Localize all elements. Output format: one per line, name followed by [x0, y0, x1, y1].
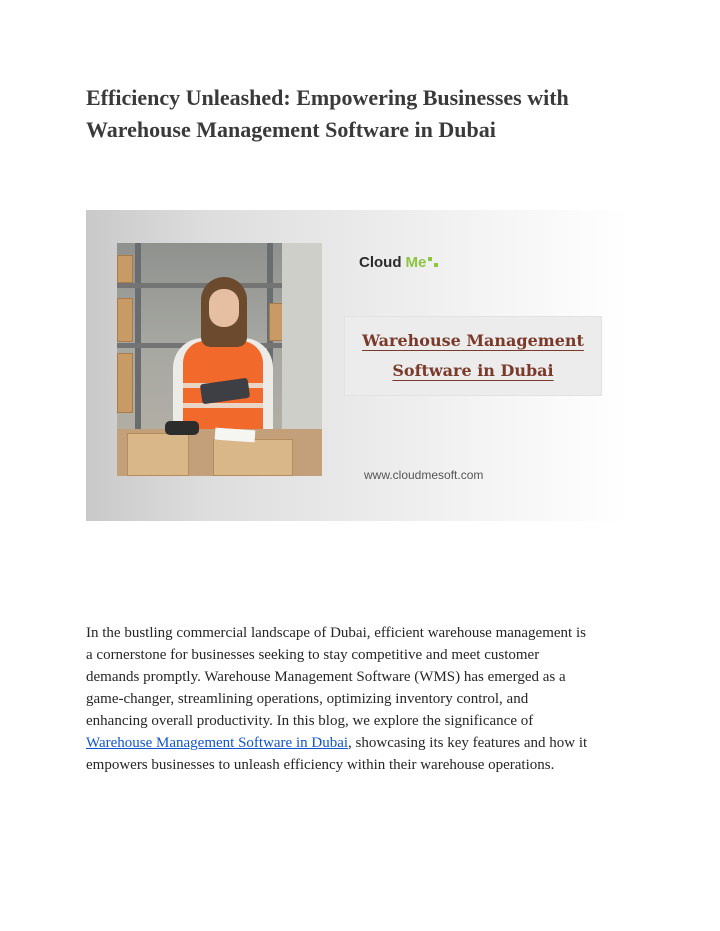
article-title [86, 82, 646, 146]
warehouse-worker-photo [117, 243, 322, 476]
title-line-1: Efficiency Unleashed: Empowering Businesses with [86, 85, 569, 110]
barcode-scanner-icon [165, 421, 199, 435]
paragraph-line: In the bustling commercial landscape of Dubai, efficient warehouse management is [86, 625, 586, 641]
banner-headline-line-2: Software in Dubai [392, 361, 554, 380]
box [117, 353, 133, 413]
paragraph-line: enhancing overall productivity. In this blog, we explore the significance of [86, 713, 534, 729]
banner-url: www.cloudmesoft.com [364, 468, 484, 482]
wms-dubai-link[interactable]: Warehouse Management Software in Dubai [86, 735, 349, 751]
person-face [209, 289, 239, 327]
paragraph-line: game-changer, streamlining operations, optimizing inventory control, and [86, 691, 529, 707]
hero-banner-image [86, 210, 630, 521]
paragraph-line-with-link [86, 732, 646, 754]
banner-headline [344, 316, 602, 396]
paragraph-line: demands promptly. Warehouse Management Software (WMS) has emerged as a [86, 669, 566, 685]
logo-accent: Me [405, 253, 427, 271]
paragraph-line: a cornerstone for businesses seeking to stay competitive and meet customer [86, 647, 540, 663]
cardboard-box [127, 433, 189, 476]
banner-headline-line-1: Warehouse Management [362, 331, 584, 350]
cloudme-logo [359, 252, 438, 272]
article-paragraph [86, 622, 646, 776]
box [117, 298, 133, 342]
logo-text: Cloud [359, 253, 402, 271]
logo-dots-icon [428, 256, 438, 268]
vest-stripe [183, 403, 263, 408]
after-link-text: , showcasing its key features and how it [348, 735, 588, 751]
box [117, 255, 133, 283]
shelf-post [135, 243, 141, 433]
title-line-2: Warehouse Management Software in Dubai [86, 117, 496, 142]
paragraph-line: empowers businesses to unleash efficiency within their warehouse operations. [86, 757, 555, 773]
cardboard-box [213, 439, 293, 476]
